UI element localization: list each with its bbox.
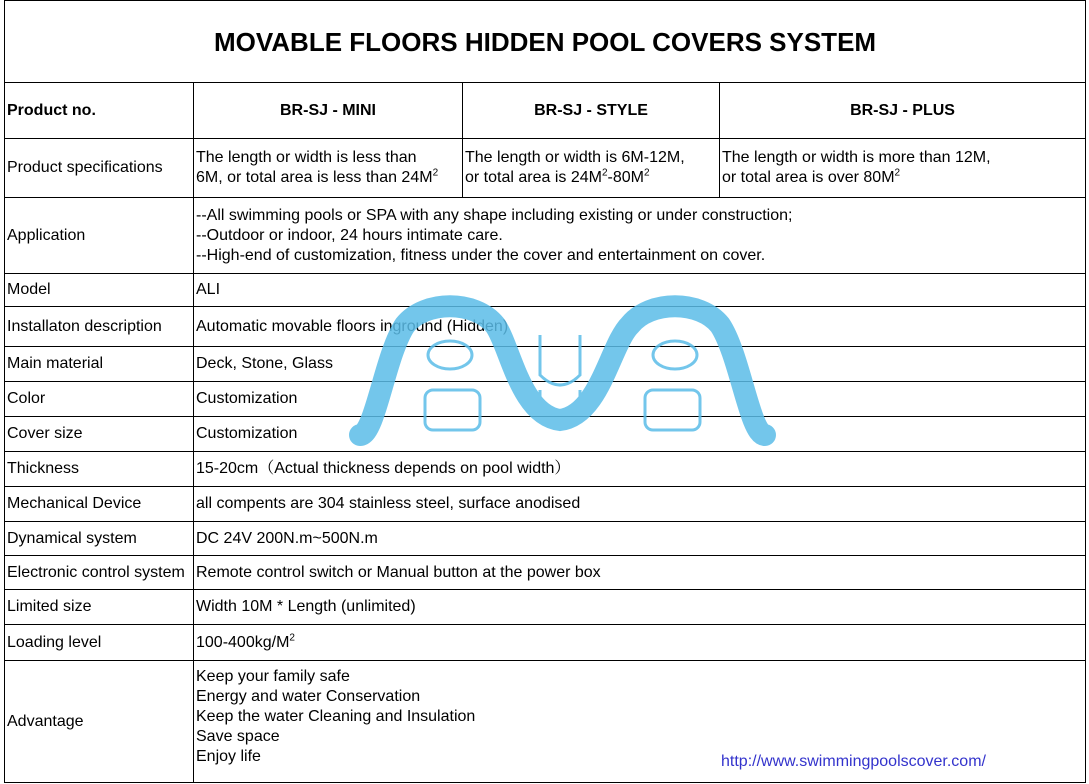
product-mini: BR-SJ - MINI — [194, 83, 463, 139]
row-label: Color — [5, 382, 194, 417]
row-value: Width 10M * Length (unlimited) — [194, 590, 1086, 625]
row-label: Electronic control system — [5, 556, 194, 590]
row-value: Automatic movable floors inground (Hidden) — [194, 307, 1086, 347]
website-link[interactable]: http://www.swimmingpoolscover.com/ — [721, 753, 986, 770]
row-label: Application — [5, 198, 194, 274]
spec-style: The length or width is 6M-12M, or total area is $24M^2-80M^2$ — [463, 139, 720, 198]
row-label: Main material — [5, 347, 194, 382]
row-value: Customization — [194, 417, 1086, 452]
row-label: Limited size — [5, 590, 194, 625]
row-value: DC 24V 200N.m~500N.m — [194, 522, 1086, 556]
row-label: Loading level — [5, 625, 194, 661]
application-value: --All swimming pools or SPA with any shape including existing or under construction; --Outdoor or indoor, 24 hours intimate care. --High-end of customization, fitness under the cover and entertainment on cover. — [194, 198, 1086, 274]
spec-plus: The length or width is more than 12M, or total area is over $80M^2$ — [720, 139, 1086, 198]
page-title: MOVABLE FLOORS HIDDEN POOL COVERS SYSTEM — [5, 1, 1086, 83]
product-style: BR-SJ - STYLE — [463, 83, 720, 139]
row-value: all compents are 304 stainless steel, surface anodised — [194, 487, 1086, 522]
advantage-value: Keep your family safe Energy and water Conservation Keep the water Cleaning and Insulation Save space Enjoy life — [194, 661, 1086, 783]
row-label: Product specifications — [5, 139, 194, 198]
product-plus: BR-SJ - PLUS — [720, 83, 1086, 139]
row-value: Remote control switch or Manual button at the power box — [194, 556, 1086, 590]
row-label: Mechanical Device — [5, 487, 194, 522]
spec-table — [4, 0, 1086, 783]
row-label: Thickness — [5, 452, 194, 487]
row-value: Deck, Stone, Glass — [194, 347, 1086, 382]
header-label: Product no. — [5, 83, 194, 139]
row-value: 15-20cm（Actual thickness depends on pool width） — [194, 452, 1086, 487]
row-label: Model — [5, 274, 194, 307]
spec-mini: The length or width is less than 6M, or total area is less than $24M^2$ — [194, 139, 463, 198]
row-label: Cover size — [5, 417, 194, 452]
row-value: $100-400kg/M^2$ — [194, 625, 1086, 661]
row-value: ALI — [194, 274, 1086, 307]
row-label: Dynamical system — [5, 522, 194, 556]
row-label: Advantage — [5, 661, 194, 783]
row-label: Installaton description — [5, 307, 194, 347]
row-value: Customization — [194, 382, 1086, 417]
